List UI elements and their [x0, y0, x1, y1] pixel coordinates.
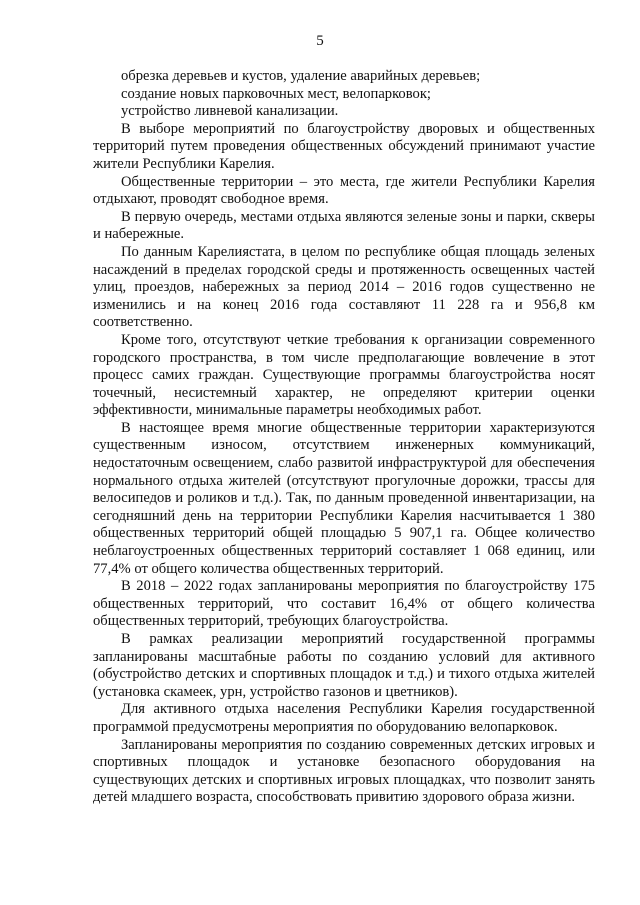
paragraph-10: В 2018 – 2022 годах запланированы мероприятия по благоустройству 175 общественных территорий, что составит 16,4% от общего количества общественных территорий, требующих благоустройства.: [93, 578, 595, 630]
paragraph-8: Кроме того, отсутствуют четкие требования к организации современного городского пространства, в том числе предполагающие вовлечение в этот процесс самих граждан. Существующие программы благоустройства носят точечный, несистемный характер, не определяют критерии оценки эффективности, минимальные параметры необходимых работ.: [93, 331, 595, 419]
paragraph-13: Запланированы мероприятия по созданию современных детских игровых и спортивных площадок и установке безопасного оборудования на существующих детских и спортивных игровых площадках, что позволит занять детей младшего возраста, способствовать привитию здорового образа жизни.: [93, 736, 595, 806]
document-body: [93, 68, 595, 807]
paragraph-2: создание новых парковочных мест, велопарковок;: [121, 85, 431, 102]
paragraph-7: По данным Карелиястата, в целом по республике общая площадь зеленых насаждений в пределах городской среды и протяженность освещенных частей улиц, проездов, набережных за период 2014 – 2016 годов существенно не изменились и на конец 2016 года составляют 11 228 га и 956,8 км соответственно.: [93, 243, 595, 331]
paragraph-3: устройство ливневой канализации.: [121, 103, 339, 120]
paragraph-6: В первую очередь, местами отдыха являются зеленые зоны и парки, скверы и набережные.: [93, 208, 595, 243]
paragraph-1: обрезка деревьев и кустов, удаление аварийных деревьев;: [121, 68, 481, 84]
paragraph-12: Для активного отдыха населения Республики Карелия государственной программой предусмотрены мероприятия по оборудованию велопарковок.: [93, 701, 595, 735]
paragraph-11: В рамках реализации мероприятий государственной программы запланированы масштабные работы по созданию условий для активного (обустройство детских и спортивных площадок и т.д.) и тихого отдыха жителей (установка скамеек, урн, устройство газонов и цветников).: [93, 631, 595, 700]
paragraph-4: В выборе мероприятий по благоустройству дворовых и общественных территорий путем проведения общественных обсуждений принимают участие жители Республики Карелия.: [93, 120, 595, 172]
page-number: 5: [316, 33, 324, 49]
paragraph-9: В настоящее время многие общественные территории характеризуются существенным износом, отсутствием инженерных коммуникаций, недостаточным освещением, слабо развитой инфраструктурой для обеспечения нормального отдыха жителей (отсутствуют прогулочные дорожки, трассы для велосипедов и роликов и т.д.). Так, по данным проведенной инвентаризации, на сегодняшний день на территории Республики Карелия насчитывается 1 380 общественных территорий общей площадью 5 907,1 га. Общее количество неблагоустроенных общественных территорий составляет 1 068 единиц, или 77,4% от общего количества общественных территорий.: [93, 419, 595, 577]
paragraph-5: Общественные территории – это места, где жители Республики Карелия отдыхают, проводят свободное время.: [93, 173, 595, 208]
